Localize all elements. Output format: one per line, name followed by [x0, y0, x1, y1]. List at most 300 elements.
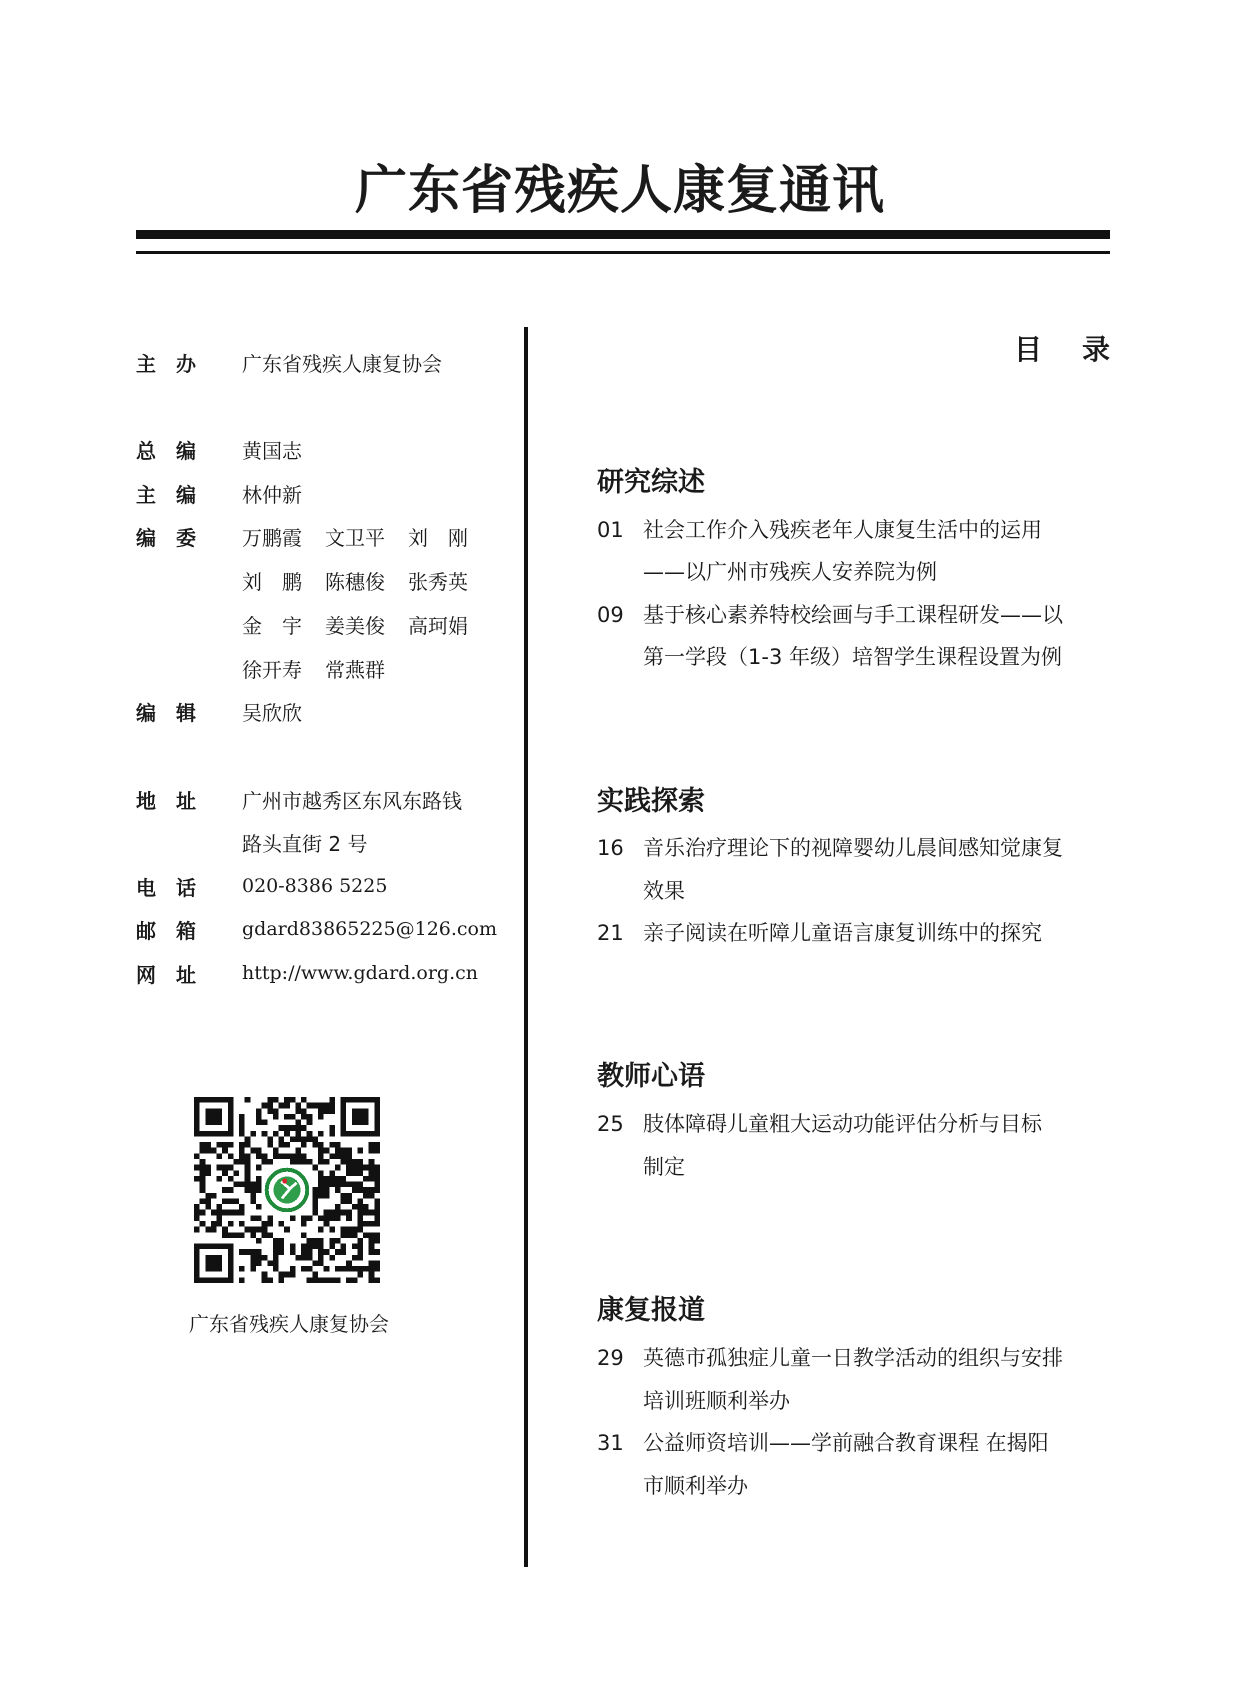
- qr-module: [357, 1227, 363, 1233]
- qr-module: [357, 1165, 363, 1171]
- qr-module: [273, 1249, 279, 1255]
- website-link[interactable]: http://www.gdard.org.cn: [242, 962, 478, 984]
- qr-module: [267, 1142, 273, 1148]
- qr-module: [335, 1148, 341, 1154]
- qr-module: [329, 1108, 335, 1114]
- qr-module: [267, 1159, 273, 1165]
- qr-module: [290, 1097, 296, 1103]
- qr-module: [324, 1249, 330, 1255]
- qr-module: [352, 1204, 358, 1210]
- qr-module: [256, 1255, 262, 1261]
- qr-module: [301, 1215, 307, 1221]
- committee-member: 姜美俊: [325, 613, 385, 638]
- qr-module: [233, 1170, 239, 1176]
- qr-module: [374, 1215, 380, 1221]
- qr-module: [284, 1227, 290, 1233]
- qr-module: [290, 1266, 296, 1272]
- qr-module: [250, 1182, 256, 1188]
- qr-module: [200, 1159, 206, 1165]
- toc-entry-title: 效果: [643, 879, 685, 903]
- qr-module: [267, 1260, 273, 1266]
- qr-module: [228, 1142, 234, 1148]
- qr-module: [335, 1266, 341, 1272]
- qr-module: [363, 1221, 369, 1227]
- qr-module: [205, 1165, 211, 1171]
- qr-module: [284, 1142, 290, 1148]
- qr-module: [341, 1198, 347, 1204]
- qr-module: [222, 1187, 228, 1193]
- info-label: 主办: [136, 351, 216, 376]
- qr-module: [307, 1120, 313, 1126]
- qr-module: [363, 1210, 369, 1216]
- qr-module: [324, 1176, 330, 1182]
- qr-module: [222, 1210, 228, 1216]
- qr-module: [318, 1103, 324, 1109]
- info-value: 广东省残疾人康复协会: [242, 351, 442, 376]
- qr-module: [312, 1187, 318, 1193]
- info-committee-row: [136, 609, 491, 639]
- committee-member: 万鹏霞: [242, 525, 302, 550]
- qr-module: [346, 1277, 352, 1283]
- qr-module: [200, 1170, 206, 1176]
- qr-module: [346, 1153, 352, 1159]
- qr-module: [245, 1136, 251, 1142]
- qr-module: [318, 1215, 324, 1221]
- qr-module: [290, 1159, 296, 1165]
- qr-module: [369, 1142, 375, 1148]
- qr-module: [335, 1204, 341, 1210]
- qr-module: [307, 1266, 313, 1272]
- toc-entry-title: 第一学段（1-3 年级）培智学生课程设置为例: [643, 645, 1062, 669]
- qr-module: [357, 1148, 363, 1154]
- qr-module: [357, 1187, 363, 1193]
- qr-module: [363, 1193, 369, 1199]
- info-sponsor: [136, 347, 442, 377]
- qr-module: [239, 1204, 245, 1210]
- qr-module: [374, 1198, 380, 1204]
- qr-module: [329, 1170, 335, 1176]
- qr-module: [346, 1232, 352, 1238]
- qr-module: [363, 1204, 369, 1210]
- qr-module: [273, 1260, 279, 1266]
- qr-module: [239, 1120, 245, 1126]
- qr-module: [262, 1221, 268, 1227]
- info-address: [136, 784, 462, 814]
- qr-module: [374, 1221, 380, 1227]
- qr-module: [318, 1193, 324, 1199]
- toc-entry[interactable]: [597, 1427, 1105, 1459]
- qr-module: [245, 1159, 251, 1165]
- qr-module: [200, 1187, 206, 1193]
- qr-module: [307, 1136, 313, 1142]
- qr-module: [341, 1266, 347, 1272]
- qr-module: [324, 1266, 330, 1272]
- qr-module: [250, 1148, 256, 1154]
- info-label: 电话: [136, 875, 216, 900]
- qr-module: [295, 1159, 301, 1165]
- toc-entry-title: 亲子阅读在听障儿童语言康复训练中的探究: [643, 921, 1042, 945]
- qr-module: [267, 1277, 273, 1283]
- qr-module: [194, 1176, 200, 1182]
- qr-module: [295, 1153, 301, 1159]
- toc-page-number: 31: [597, 1431, 624, 1455]
- qr-module: [318, 1244, 324, 1250]
- qr-module: [245, 1249, 251, 1255]
- qr-module: [250, 1249, 256, 1255]
- info-address-line: [136, 827, 367, 857]
- qr-module: [329, 1131, 335, 1137]
- qr-module: [357, 1266, 363, 1272]
- qr-module: [374, 1266, 380, 1272]
- qr-code: [194, 1097, 380, 1283]
- qr-module: [262, 1272, 268, 1278]
- qr-module: [290, 1153, 296, 1159]
- qr-module: [194, 1204, 200, 1210]
- qr-module: [256, 1260, 262, 1266]
- qr-module: [256, 1238, 262, 1244]
- email-link[interactable]: gdard83865225@126.com: [242, 918, 498, 940]
- qr-module: [374, 1182, 380, 1188]
- toc-entry-title: 音乐治疗理论下的视障婴幼儿晨间感知觉康复: [643, 836, 1063, 860]
- qr-module: [284, 1125, 290, 1131]
- info-editor-in-chief: [136, 478, 302, 508]
- qr-module: [200, 1176, 206, 1182]
- toc-entry-title: 英德市孤独症儿童一日教学活动的组织与安排: [643, 1346, 1063, 1370]
- qr-module: [194, 1210, 200, 1216]
- qr-module: [301, 1097, 307, 1103]
- qr-module: [329, 1255, 335, 1261]
- qr-module: [352, 1255, 358, 1261]
- qr-module: [346, 1170, 352, 1176]
- qr-module: [307, 1255, 313, 1261]
- qr-module: [329, 1182, 335, 1188]
- qr-module: [369, 1266, 375, 1272]
- qr-module: [290, 1114, 296, 1120]
- toc-heading: 目录: [1013, 333, 1150, 366]
- info-email: [136, 914, 497, 944]
- qr-module: [357, 1272, 363, 1278]
- qr-module: [239, 1142, 245, 1148]
- toc-page-number: 21: [597, 921, 624, 945]
- qr-module: [329, 1142, 335, 1148]
- qr-module: [307, 1249, 313, 1255]
- qr-module: [352, 1182, 358, 1188]
- qr-module: [324, 1148, 330, 1154]
- qr-module: [324, 1215, 330, 1221]
- qr-module: [295, 1255, 301, 1261]
- qr-module: [307, 1277, 313, 1283]
- qr-module: [312, 1136, 318, 1142]
- qr-module: [205, 1198, 211, 1204]
- qr-module: [245, 1182, 251, 1188]
- qr-module: [194, 1215, 200, 1221]
- qr-module: [346, 1266, 352, 1272]
- qr-module: [290, 1136, 296, 1142]
- qr-module: [318, 1148, 324, 1154]
- info-value: 黄国志: [242, 438, 302, 463]
- toc-entry-title: 市顺利举办: [643, 1474, 748, 1498]
- qr-module: [245, 1153, 251, 1159]
- qr-module: [341, 1193, 347, 1199]
- qr-module: [324, 1187, 330, 1193]
- qr-module: [301, 1244, 307, 1250]
- qr-module: [335, 1182, 341, 1188]
- qr-module: [267, 1136, 273, 1142]
- qr-module: [200, 1221, 206, 1227]
- qr-module: [318, 1108, 324, 1114]
- qr-module: [357, 1182, 363, 1188]
- committee-member: 陈穗俊: [325, 569, 385, 594]
- qr-module: [301, 1125, 307, 1131]
- qr-module: [295, 1131, 301, 1137]
- qr-module: [256, 1204, 262, 1210]
- info-chief-editor: [136, 434, 302, 464]
- qr-module: [324, 1221, 330, 1227]
- qr-module: [217, 1142, 223, 1148]
- qr-module: [307, 1103, 313, 1109]
- qr-module: [228, 1198, 234, 1204]
- qr-module: [222, 1198, 228, 1204]
- qr-module: [341, 1153, 347, 1159]
- qr-module: [369, 1244, 375, 1250]
- info-label: 主编: [136, 482, 216, 507]
- qr-module: [217, 1165, 223, 1171]
- qr-module: [374, 1142, 380, 1148]
- qr-module: [341, 1210, 347, 1216]
- qr-module: [239, 1125, 245, 1131]
- qr-module: [369, 1165, 375, 1171]
- toc-entry-continued: [597, 875, 1105, 907]
- qr-module: [222, 1148, 228, 1154]
- qr-module: [205, 1142, 211, 1148]
- qr-module: [312, 1260, 318, 1266]
- qr-module: [262, 1120, 268, 1126]
- qr-module: [307, 1238, 313, 1244]
- qr-module: [318, 1277, 324, 1283]
- qr-module: [374, 1148, 380, 1154]
- qr-module: [273, 1108, 279, 1114]
- qr-module: [262, 1159, 268, 1165]
- qr-module: [346, 1182, 352, 1188]
- qr-module: [324, 1277, 330, 1283]
- qr-module: [307, 1244, 313, 1250]
- qr-module: [273, 1266, 279, 1272]
- qr-module: [301, 1136, 307, 1142]
- toc-entry-continued: [597, 556, 1105, 588]
- toc-entry[interactable]: [597, 832, 1105, 864]
- qr-module: [250, 1187, 256, 1193]
- qr-module: [329, 1244, 335, 1250]
- qr-module: [346, 1227, 352, 1233]
- qr-module: [279, 1244, 285, 1250]
- qr-module: [250, 1227, 256, 1233]
- masthead-title: 广东省残疾人康复通讯: [354, 160, 885, 221]
- qr-module: [256, 1215, 262, 1221]
- qr-module: [295, 1148, 301, 1154]
- qr-module: [222, 1165, 228, 1171]
- qr-module: [363, 1232, 369, 1238]
- qr-module: [369, 1260, 375, 1266]
- qr-module: [346, 1148, 352, 1154]
- qr-module: [262, 1232, 268, 1238]
- info-committee-row: [136, 565, 491, 595]
- qr-module: [329, 1227, 335, 1233]
- qr-module: [374, 1170, 380, 1176]
- committee-member: 常燕群: [325, 657, 385, 682]
- column-divider: [524, 327, 528, 1567]
- info-value: 林仲新: [242, 482, 302, 507]
- qr-module: [341, 1232, 347, 1238]
- toc-entry[interactable]: [597, 1342, 1105, 1374]
- qr-module: [312, 1198, 318, 1204]
- qr-module: [295, 1120, 301, 1126]
- toc-entry[interactable]: [597, 1108, 1105, 1140]
- qr-module: [200, 1198, 206, 1204]
- qr-module: [301, 1255, 307, 1261]
- committee-names: [242, 566, 491, 595]
- info-label: 编委: [136, 525, 216, 550]
- qr-module: [267, 1097, 273, 1103]
- qr-module: [329, 1097, 335, 1103]
- committee-member: 徐开寿: [242, 657, 302, 682]
- qr-module: [262, 1153, 268, 1159]
- qr-module: [256, 1182, 262, 1188]
- qr-module: [346, 1215, 352, 1221]
- qr-module: [211, 1221, 217, 1227]
- qr-module: [369, 1210, 375, 1216]
- qr-module: [273, 1244, 279, 1250]
- qr-module: [262, 1227, 268, 1233]
- qr-module: [250, 1215, 256, 1221]
- toc-entry[interactable]: [597, 917, 1105, 949]
- qr-module: [284, 1114, 290, 1120]
- qr-module: [279, 1272, 285, 1278]
- qr-module: [290, 1215, 296, 1221]
- info-label: 编辑: [136, 700, 216, 725]
- qr-module: [284, 1131, 290, 1137]
- qr-module: [295, 1125, 301, 1131]
- qr-module: [318, 1142, 324, 1148]
- qr-module: [290, 1244, 296, 1250]
- qr-module: [318, 1176, 324, 1182]
- info-value: 吴欣欣: [242, 700, 302, 725]
- info-website: [136, 958, 478, 988]
- masthead-rule-thick: [136, 230, 1110, 239]
- qr-module: [284, 1103, 290, 1109]
- qr-module: [352, 1187, 358, 1193]
- qr-module: [250, 1198, 256, 1204]
- qr-module: [301, 1142, 307, 1148]
- committee-names: [242, 610, 491, 639]
- qr-module: [295, 1103, 301, 1109]
- qr-module: [273, 1255, 279, 1261]
- qr-module: [329, 1277, 335, 1283]
- qr-module: [239, 1159, 245, 1165]
- qr-module: [301, 1114, 307, 1120]
- qr-module: [363, 1187, 369, 1193]
- qr-module: [318, 1131, 324, 1137]
- qr-module: [369, 1272, 375, 1278]
- qr-module: [239, 1277, 245, 1283]
- qr-module: [250, 1266, 256, 1272]
- qr-module: [307, 1159, 313, 1165]
- qr-module: [222, 1227, 228, 1233]
- qr-module: [273, 1131, 279, 1137]
- qr-module: [256, 1165, 262, 1171]
- qr-module: [239, 1266, 245, 1272]
- qr-module: [245, 1176, 251, 1182]
- qr-module: [301, 1249, 307, 1255]
- toc-section-title: 教师心语: [597, 1061, 705, 1092]
- qr-module: [318, 1238, 324, 1244]
- toc-page-number: 16: [597, 836, 624, 860]
- qr-module: [290, 1272, 296, 1278]
- info-label: 邮箱: [136, 918, 216, 943]
- qr-module: [329, 1176, 335, 1182]
- qr-module: [312, 1210, 318, 1216]
- qr-module: [357, 1170, 363, 1176]
- qr-module: [228, 1221, 234, 1227]
- qr-module: [233, 1232, 239, 1238]
- qr-module: [222, 1142, 228, 1148]
- toc-page-number: 01: [597, 518, 624, 542]
- qr-module: [346, 1210, 352, 1216]
- qr-module: [318, 1227, 324, 1233]
- qr-module: [352, 1266, 358, 1272]
- qr-module: [211, 1148, 217, 1154]
- qr-module: [312, 1238, 318, 1244]
- qr-module: [194, 1227, 200, 1233]
- qr-module: [307, 1215, 313, 1221]
- qr-module: [352, 1277, 358, 1283]
- toc-entry-title: 公益师资培训——学前融合教育课程 在揭阳: [643, 1431, 1049, 1455]
- qr-module: [262, 1277, 268, 1283]
- qr-module: [369, 1176, 375, 1182]
- info-label: 网址: [136, 962, 216, 987]
- committee-member: 刘 刚: [408, 525, 468, 550]
- toc-entry-continued: [597, 1470, 1105, 1502]
- toc-entry[interactable]: [597, 514, 1105, 546]
- qr-module: [239, 1249, 245, 1255]
- qr-module: [352, 1244, 358, 1250]
- info-value: 路头直街 2 号: [242, 831, 368, 856]
- qr-module: [211, 1193, 217, 1199]
- qr-module: [329, 1238, 335, 1244]
- qr-module: [205, 1170, 211, 1176]
- qr-module: [341, 1159, 347, 1165]
- qr-module: [217, 1204, 223, 1210]
- qr-module: [279, 1277, 285, 1283]
- qr-module: [324, 1103, 330, 1109]
- qr-module: [357, 1198, 363, 1204]
- qr-module: [363, 1176, 369, 1182]
- qr-module: [200, 1148, 206, 1154]
- qr-module: [307, 1131, 313, 1137]
- toc-entry-title: 社会工作介入残疾老年人康复生活中的运用: [643, 518, 1042, 542]
- toc-entry[interactable]: [597, 599, 1105, 631]
- qr-module: [250, 1193, 256, 1199]
- qr-module: [217, 1153, 223, 1159]
- info-label: 地址: [136, 788, 216, 813]
- qr-module: [273, 1238, 279, 1244]
- qr-module: [284, 1153, 290, 1159]
- qr-module: [245, 1187, 251, 1193]
- qr-module: [369, 1277, 375, 1283]
- committee-member: 高珂娟: [408, 613, 468, 638]
- qr-module: [279, 1125, 285, 1131]
- qr-module: [369, 1187, 375, 1193]
- info-committee-row: [136, 653, 408, 683]
